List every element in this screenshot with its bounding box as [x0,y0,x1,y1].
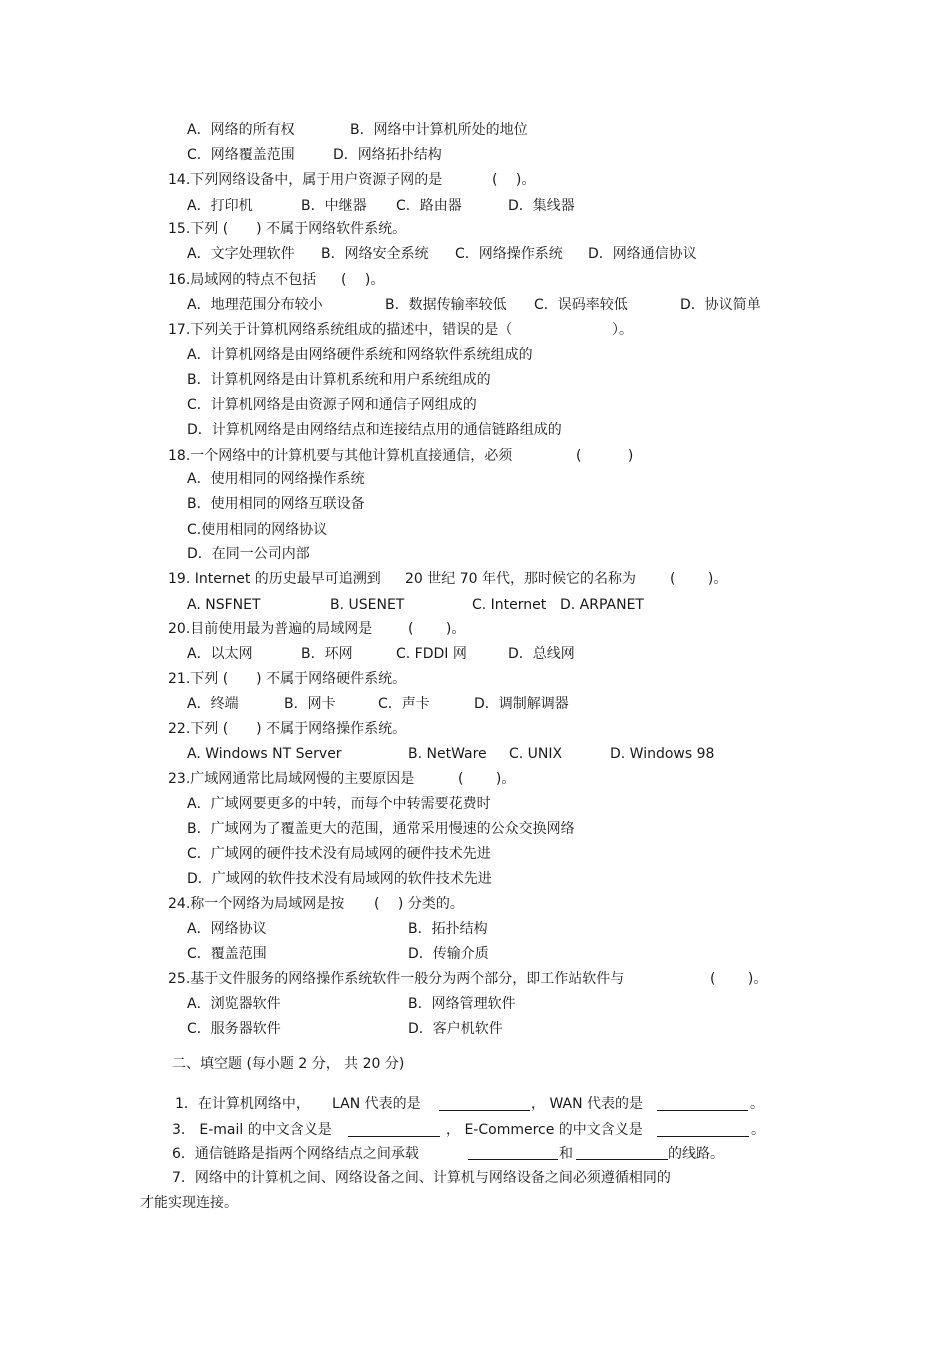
q16-option-b: B．数据传输率较低 [385,297,507,313]
q16-stem: 16.局域网的特点不包括 [168,272,317,288]
q19-option-d: D. ARPANET [560,597,644,613]
q16-option-d: D．协议简单 [680,297,761,313]
q13-option-c: C．网络覆盖范围 [187,147,295,163]
q20-option-b: B．环网 [301,646,353,662]
q22-option-c: C. UNIX [509,746,563,762]
fill-6-blank-2[interactable] [576,1146,668,1160]
fill-6-end: 的线路。 [668,1146,724,1162]
q14-paren: ( )。 [492,172,536,188]
q17-stem: 17.下列关于计算机网络系统组成的描述中，错误的是（ [168,322,513,338]
fill-3-end: 。 [751,1122,765,1138]
q21-option-b: B．网卡 [284,696,336,712]
section-2-heading: 二、填空题 (每小题 2 分， 共 20 分) [172,1056,405,1072]
q18-option-d: D．在同一公司内部 [187,546,310,562]
fill-7-text: 7．网络中的计算机之间、网络设备之间、计算机与网络设备之间必须遵循相同的 [172,1170,671,1186]
q22-option-b: B. NetWare [408,746,487,762]
q21-option-d: D．调制解调器 [474,696,569,712]
q24-paren: ( ) 分类的。 [374,896,464,912]
q19-stem: 19. Internet 的历史最早可追溯到 [168,571,381,587]
q14-option-a: A．打印机 [187,198,253,214]
q24-stem: 24.称一个网络为局域网是按 [168,896,345,912]
q14-stem: 14.下列网络设备中，属于用户资源子网的是 [168,172,443,188]
q16-option-a: A．地理范围分布较小 [187,297,323,313]
q20-option-a: A．以太网 [187,646,253,662]
fill-1-wan-text: ， WAN 代表的是 [531,1096,644,1112]
q24-option-b: B．拓扑结构 [408,921,488,937]
q13-option-b: B．网络中计算机所处的地位 [350,122,528,138]
q24-option-a: A．网络协议 [187,921,267,937]
q20-option-d: D．总线网 [508,646,575,662]
q15-stem: 15.下列 ( ) 不属于网络软件系统。 [168,221,407,237]
q13-option-a: A．网络的所有权 [187,122,295,138]
q17-option-d: D．计算机网络是由网络结点和连接结点用的通信链路组成的 [187,422,562,438]
fill-1-lan-text: LAN 代表的是 [332,1096,421,1112]
q17-option-b: B．计算机网络是由计算机系统和用户系统组成的 [187,372,491,388]
q25-option-c: C．服务器软件 [187,1021,281,1037]
q20-stem: 20.目前使用最为普遍的局域网是 [168,621,373,637]
fill-3-blank-ecommerce[interactable] [657,1123,749,1137]
q19-stem-continued: 20 世纪 70 年代，那时候它的名称为 [405,571,636,587]
fill-3-ecommerce-text: ， E-Commerce 的中文含义是 [446,1122,643,1138]
q23-paren: ( )。 [458,771,516,787]
q17-option-c: C．计算机网络是由资源子网和通信子网组成的 [187,397,477,413]
q25-option-a: A．浏览器软件 [187,996,281,1012]
fill-6-and: 和 [559,1146,573,1162]
fill-6-text: 6．通信链路是指两个网络结点之间承载 [172,1146,419,1162]
q14-option-d: D．集线器 [508,198,575,214]
q19-paren: ( )。 [670,571,728,587]
q15-option-c: C．网络操作系统 [455,246,563,262]
q17-option-a: A．计算机网络是由网络硬件系统和网络软件系统组成的 [187,347,533,363]
fill-6-blank-1[interactable] [468,1146,558,1160]
q21-option-a: A．终端 [187,696,239,712]
q14-option-c: C．路由器 [396,198,462,214]
q23-option-a: A．广域网要更多的中转，而每个中转需要花费时 [187,796,491,812]
q22-option-a: A. Windows NT Server [187,746,342,762]
q20-paren: ( )。 [408,621,466,637]
q23-option-c: C．广域网的硬件技术没有局域网的硬件技术先进 [187,846,491,862]
fill-3-blank-email[interactable] [348,1123,440,1137]
q25-option-d: D．客户机软件 [408,1021,503,1037]
q22-stem: 22.下列 ( ) 不属于网络操作系统。 [168,721,407,737]
q25-paren: ( )。 [710,971,768,987]
q20-option-c: C. FDDI 网 [396,646,467,662]
q18-option-c: C.使用相同的网络协议 [187,522,328,538]
q19-option-c: C. Internet [472,597,547,613]
q23-stem: 23.广域网通常比局域网慢的主要原因是 [168,771,415,787]
q15-option-b: B．网络安全系统 [321,246,429,262]
q23-option-d: D．广域网的软件技术没有局域网的软件技术先进 [187,871,492,887]
q17-paren: ）。 [612,322,633,338]
q13-option-d: D．网络拓扑结构 [333,147,442,163]
q21-stem: 21.下列 ( ) 不属于网络硬件系统。 [168,671,407,687]
q19-option-b: B. USENET [330,597,405,613]
q16-option-c: C．误码率较低 [534,297,628,313]
fill-7-text-continued: 才能实现连接。 [140,1195,238,1211]
q25-option-b: B．网络管理软件 [408,996,516,1012]
fill-1-text: 1．在计算机网络中， [175,1096,310,1112]
fill-1-blank-wan[interactable] [657,1097,748,1111]
fill-1-blank-lan[interactable] [439,1097,530,1111]
q16-paren: ( )。 [341,272,385,288]
q22-option-d: D. Windows 98 [610,746,715,762]
q15-option-a: A．文字处理软件 [187,246,295,262]
q25-stem: 25.基于文件服务的网络操作系统软件一般分为两个部分，即工作站软件与 [168,971,625,987]
q23-option-b: B．广域网为了覆盖更大的范围，通常采用慢速的公众交换网络 [187,821,575,837]
fill-3-text: 3． E-mail 的中文含义是 [172,1122,332,1138]
q18-paren: ( ) [576,448,634,464]
q15-option-d: D．网络通信协议 [588,246,697,262]
q14-option-b: B．中继器 [301,198,367,214]
q24-option-d: D．传输介质 [408,946,489,962]
q24-option-c: C．覆盖范围 [187,946,267,962]
q19-option-a: A. NSFNET [187,597,261,613]
q21-option-c: C．声卡 [378,696,430,712]
q18-option-b: B．使用相同的网络互联设备 [187,496,365,512]
fill-1-end: 。 [750,1096,764,1112]
q18-option-a: A．使用相同的网络操作系统 [187,471,365,487]
q18-stem: 18.一个网络中的计算机要与其他计算机直接通信，必须 [168,448,513,464]
